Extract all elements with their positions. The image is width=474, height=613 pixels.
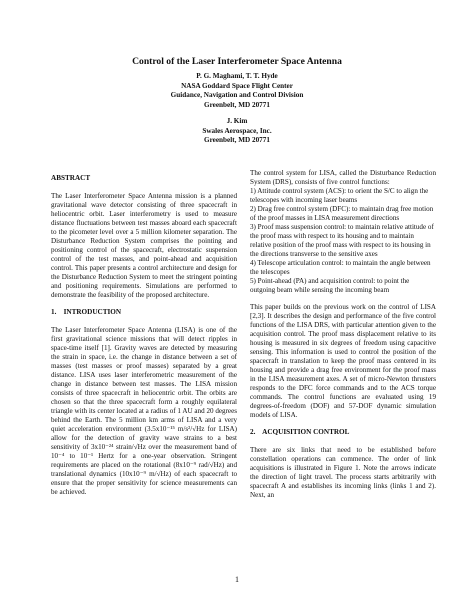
author-block-1	[0, 72, 474, 110]
author-names: J. Kim	[226, 117, 248, 125]
list-item: 2) Drag free control system (DFC): to maintain drag free motion of the proof masses in LISA measurement directions	[250, 205, 434, 222]
acquisition-text: There are six links that need to be established before constellation operations can commence. The order of link acquisitions is illustrated in Figure 1. Note the arrows indicate the direction of light travel. The process starts arbitrarily with spacecraft A and establishes its incoming links (links 1 and 2). Next, an	[250, 446, 436, 499]
drs-intro-text: The control system for LISA, called the Disturbance Reduction System (DRS), consists of five control functions:	[250, 169, 436, 186]
control-functions-list	[250, 187, 436, 295]
author-division: Guidance, Navigation and Control Division	[170, 91, 304, 100]
drs-body-text: This paper builds on the previous work on the control of LISA [2,3]. It describes the design and performance of the five control functions of the LISA DRS, with particular attention given to the acquisition control. The proof mass displacement relative to its housing is measured in six degrees of freedom using capacitive sensing. This information is used to control the position of the spacecraft in translation to keep the proof mass centered in its housing and provide a drag free environment for the proof mass in the LISA measurement axes. A set of micro-Newton thrusters responds to the DFC force commands and to the ACS torque commands. The control functions are evaluated using 19 degrees-of-freedom (DOF) and 57-DOF dynamic simulation models of LISA.	[250, 303, 436, 419]
abstract-heading: ABSTRACT	[51, 174, 91, 182]
list-item: 5) Point-ahead (PA) and acquisition control: to point the outgoing beam while sensing the incoming beam	[250, 277, 410, 294]
list-item: 1) Attitude control system (ACS): to orient the S/C to align the telescopes with incoming laser beams	[250, 187, 429, 204]
author-names: P. G. Maghami, T. T. Hyde	[196, 72, 278, 80]
right-column	[250, 169, 436, 500]
author-affiliation: Swales Aerospace, Inc.	[202, 126, 272, 135]
introduction-heading: 1. INTRODUCTION	[51, 308, 122, 316]
list-item: 3) Proof mass suspension control: to maintain relative attitude of the proof mass with respect to its housing and to maintain relative position of the proof mass with respect to its housing in the directions transverse to the sensitive axes	[250, 223, 434, 258]
introduction-text: The Laser Interferometer Space Antenna (LISA) is one of the first gravitational science missions that will detect ripples in space-time itself [1]. Gravity waves are detected by measuring the strain in space, i.e. the change in distance between a set of masses (test masses or proof masses) separated by a great distance. LISA uses laser interferometric measurement of the change in distance between test masses. The LISA mission consists of three spacecraft in heliocentric orbit. The orbits are chosen so that the three spacecraft form a roughly equilateral triangle with its center located at a radius of 1 AU and 20 degrees behind the Earth. The 5 million km arms of LISA and a very quiet acceleration environment (3.5x10⁻¹⁵ m/s²/√Hz for LISA) allow for the detection of gravity wave strains to a best sensitivity of 3x10⁻²⁴ strain/√Hz over the measurement band of 10⁻⁴ to 10⁻¹ Hertz for a one-year observation. Stringent requirements are placed on the rotational (8x10⁻⁹ rad/√Hz) and translational dynamics (10x10⁻⁹ m/√Hz) of each spacecraft to ensure that the proper sensitivity for science measurements can be achieved.	[51, 326, 237, 496]
acquisition-heading: 2. ACQUISITION CONTROL	[250, 428, 350, 436]
author-location: Greenbelt, MD 20771	[204, 136, 270, 145]
paper-title: Control of the Laser Interferometer Space Antenna	[132, 56, 342, 67]
left-column	[51, 174, 237, 497]
list-item: 4) Telescope articulation control: to maintain the angle between the telescopes	[250, 259, 431, 276]
author-block-2	[0, 117, 474, 146]
author-affiliation: NASA Goddard Space Flight Center	[181, 81, 293, 90]
abstract-text: The Laser Interferometer Space Antenna mission is a planned gravitational wave detector consisting of three spacecraft in heliocentric orbit. Laser interferometry is used to measure distance fluctuations between test masses aboard each spacecraft to the picometer level over a 5 million kilometer separation. The Disturbance Reduction System comprises the pointing and positioning control of the spacecraft, electrostatic suspension control of the test masses, and point-ahead and acquisition control. This paper presents a control architecture and design for the Disturbance Reduction System to meet the stringent pointing and positioning requirements. Simulations are performed to demonstrate the feasibility of the proposed architecture.	[51, 192, 237, 299]
author-location: Greenbelt, MD 20771	[204, 100, 270, 109]
page-number: 1	[235, 575, 239, 584]
